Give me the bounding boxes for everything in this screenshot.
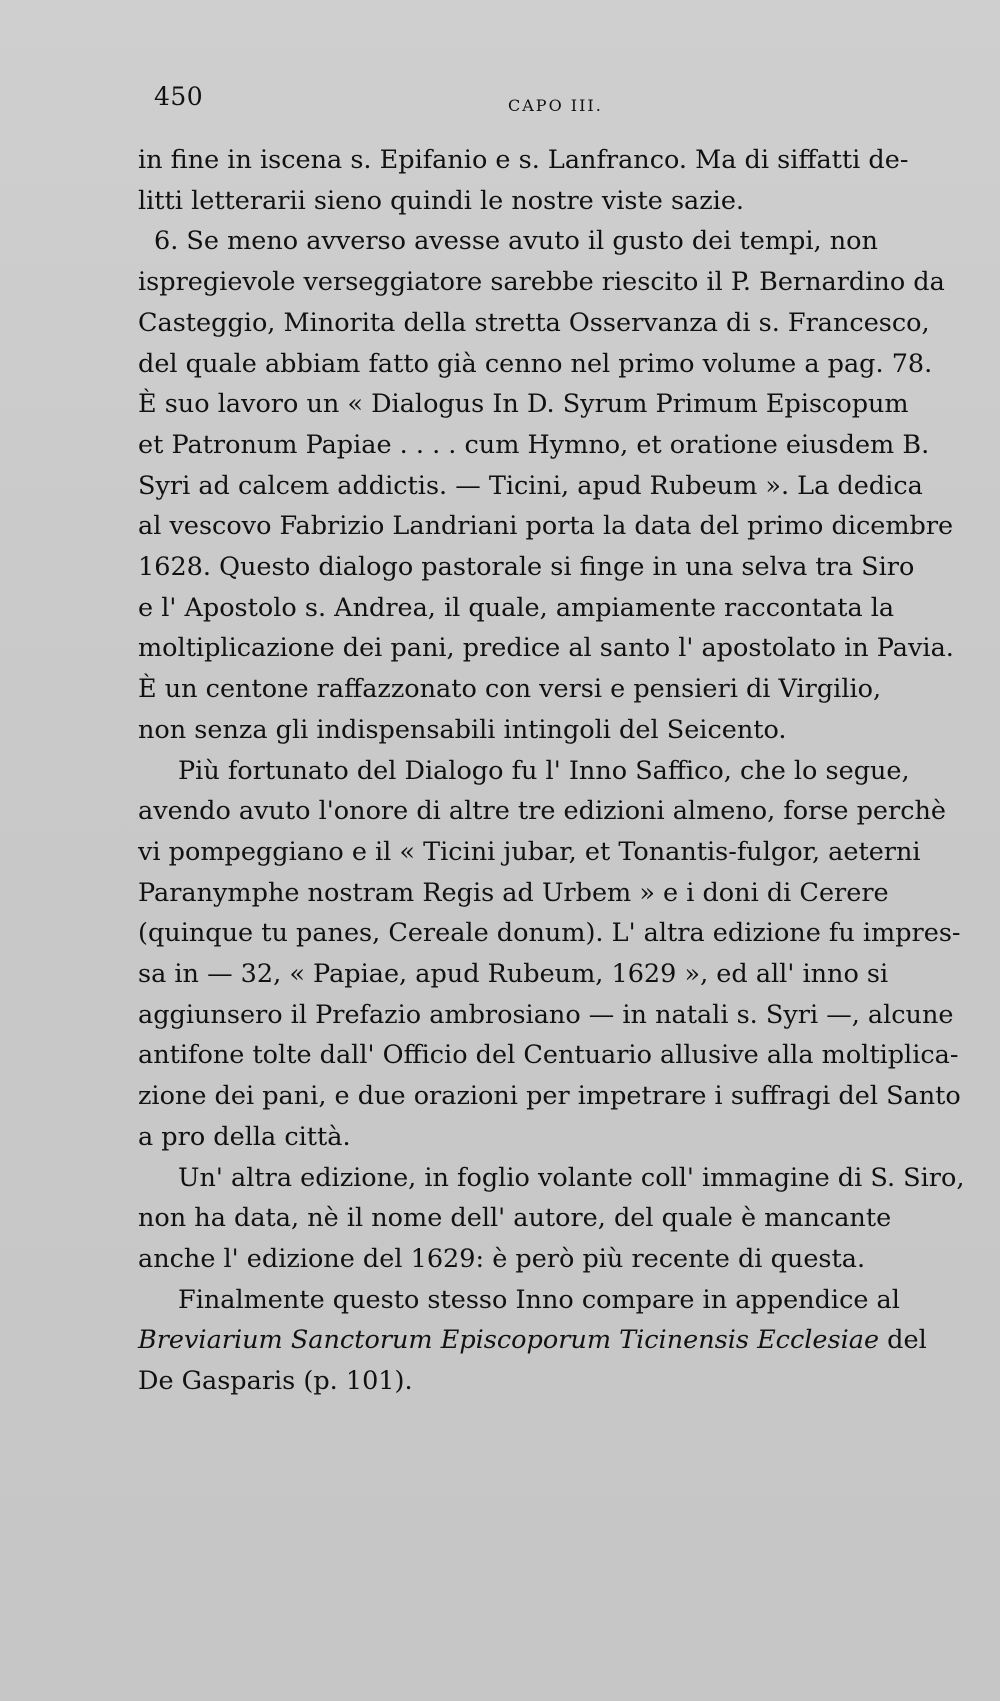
text-line: moltiplicazione dei pani, predice al santo l' apostolato in Pavia. — [138, 633, 954, 664]
text-line: avendo avuto l'onore di altre tre edizioni almeno, forse perchè — [138, 796, 947, 827]
text-line: È un centone raffazzonato con versi e pensieri di Virgilio, — [138, 674, 882, 705]
text-line: Un' altra edizione, in foglio volante coll' immagine di S. Siro, — [178, 1162, 965, 1193]
body-text — [138, 140, 965, 1402]
text-line: al vescovo Fabrizio Landriani porta la data del primo dicembre — [138, 511, 954, 542]
text-line: non ha data, nè il nome dell' autore, del quale è mancante — [138, 1203, 892, 1234]
text-line: 6. Se meno avverso avesse avuto il gusto dei tempi, non — [154, 226, 878, 257]
text-line: non senza gli indispensabili intingoli del Seicento. — [138, 714, 787, 745]
text-line: antifone tolte dall' Officio del Centuario allusive alla moltiplica- — [138, 1040, 959, 1071]
text-line: zione dei pani, e due orazioni per impetrare i suffragi del Santo — [138, 1081, 961, 1112]
text-line: litti letterarii sieno quindi le nostre viste sazie. — [138, 185, 745, 216]
text-line: Paranymphe nostram Regis ad Urbem » e i doni di Cerere — [138, 877, 889, 908]
text-line: del quale abbiam fatto già cenno nel primo volume a pag. 78. — [138, 348, 933, 379]
text-line: Finalmente questo stesso Inno compare in appendice al — [178, 1284, 900, 1315]
text-fragment: del — [879, 1325, 927, 1356]
text-line-with-title — [138, 1320, 927, 1361]
text-line: vi pompeggiano e il « Ticini jubar, et Tonantis-fulgor, aeterni — [138, 836, 921, 867]
text-line: sa in — 32, « Papiae, apud Rubeum, 1629 », ed all' inno si — [138, 959, 889, 990]
text-line: a pro della città. — [138, 1121, 351, 1152]
text-line: et Patronum Papiae . . . . cum Hymno, et oratione eiusdem B. — [138, 429, 930, 460]
text-line: 1628. Questo dialogo pastorale si finge in una selva tra Siro — [138, 552, 915, 583]
text-line: ispregievole verseggiatore sarebbe riescito il P. Bernardino da — [138, 267, 945, 298]
text-line: Syri ad calcem addictis. — Ticini, apud Rubeum ». La dedica — [138, 470, 923, 501]
running-head: CAPO III. — [508, 96, 603, 115]
text-line: Casteggio, Minorita della stretta Osservanza di s. Francesco, — [138, 307, 930, 338]
text-line: De Gasparis (p. 101). — [138, 1366, 413, 1397]
text-line: aggiunsero il Prefazio ambrosiano — in natali s. Syri —, alcune — [138, 999, 954, 1030]
text-line: e l' Apostolo s. Andrea, il quale, ampiamente raccontata la — [138, 592, 895, 623]
text-line: È suo lavoro un « Dialogus In D. Syrum Primum Episcopum — [138, 389, 909, 420]
text-line: in fine in iscena s. Epifanio e s. Lanfranco. Ma di siffatti de- — [138, 145, 909, 175]
text-line: anche l' edizione del 1629: è però più recente di questa. — [138, 1243, 866, 1274]
page-number: 450 — [154, 82, 204, 111]
page-header — [154, 78, 874, 118]
text-line: (quinque tu panes, Cereale donum). L' altra edizione fu impres- — [138, 918, 961, 949]
text-line: Più fortunato del Dialogo fu l' Inno Saffico, che lo segue, — [178, 755, 910, 786]
book-title-italic: Breviarium Sanctorum Episcoporum Ticinensis Ecclesiae — [138, 1325, 880, 1356]
